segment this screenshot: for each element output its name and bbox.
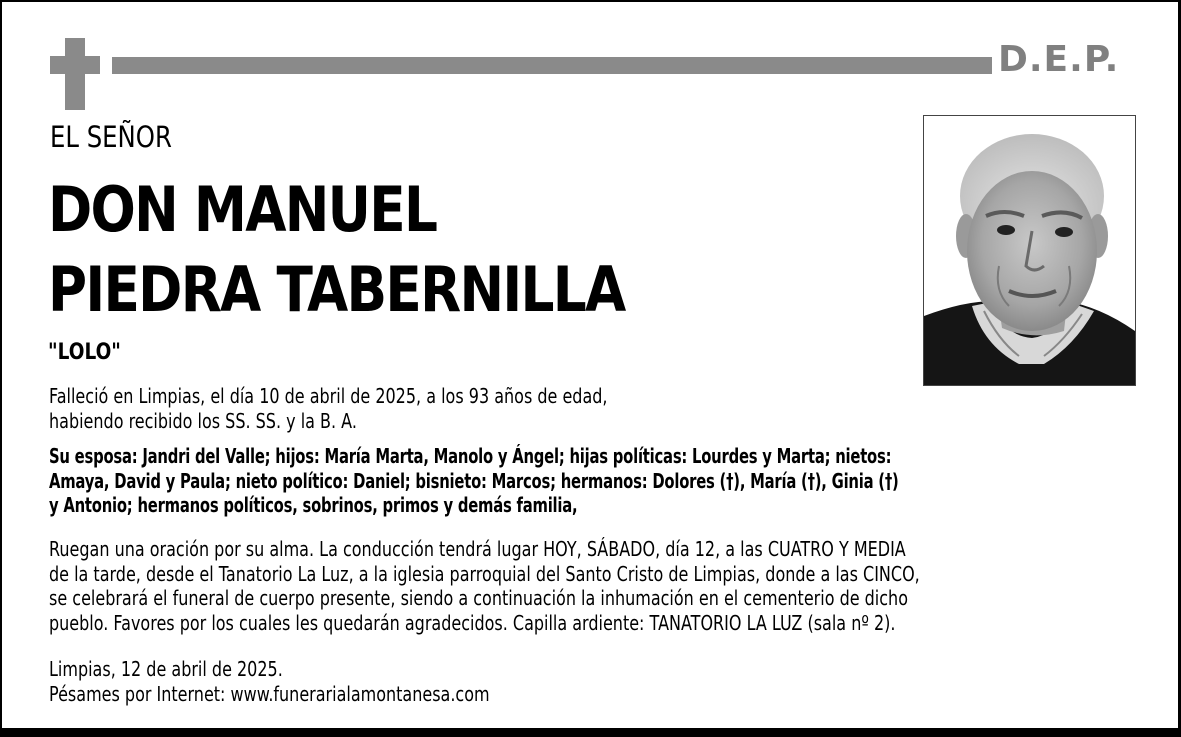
- ceremony-line: pueblo. Favores por los cuales les quedarán agradecidos. Capilla ardiente: TANATORIO LA LUZ (sala nº 2).: [49, 610, 896, 635]
- footer: [49, 657, 490, 706]
- family-line: Amaya, David y Paula; nieto político: Daniel; bisnieto: Marcos; hermanos: Dolores (†), María (†), Ginia (†): [49, 468, 899, 493]
- header-rule: [112, 57, 992, 74]
- name-line-1: DON MANUEL: [48, 173, 437, 246]
- place-date: Limpias, 12 de abril de 2025.: [49, 657, 283, 681]
- ceremony-details: [49, 537, 920, 635]
- condolences-link[interactable]: Pésames por Internet: www.funerarialamontanesa.com: [49, 681, 490, 706]
- death-notice-line: habiendo recibido los SS. SS. y la B. A.: [49, 408, 357, 433]
- cross-icon-bar: [50, 56, 100, 74]
- nickname: "LOLO": [48, 340, 121, 365]
- ceremony-line: se celebrará el funeral de cuerpo presente, siendo a continuación la inhumación en el cementerio de dicho: [49, 586, 908, 610]
- death-notice: [49, 384, 608, 433]
- family-line: Su esposa: Jandri del Valle; hijos: María Marta, Manolo y Ángel; hijas políticas: Lourdes y Marta; nietos:: [49, 444, 892, 468]
- portrait-photo: [923, 115, 1136, 386]
- ceremony-line: Ruegan una oración por su alma. La conducción tendrá lugar HOY, SÁBADO, día 12, a las CUATRO Y MEDIA: [49, 537, 906, 561]
- dep-abbreviation: D.E.P.: [998, 39, 1120, 80]
- family-list: [49, 444, 899, 518]
- ceremony-line: de la tarde, desde el Tanatorio La Luz, a la iglesia parroquial del Santo Cristo de Limpias, donde a las CINCO,: [49, 561, 920, 586]
- title-prefix: EL SEÑOR: [50, 120, 172, 154]
- name-line-2: PIEDRA TABERNILLA: [48, 253, 625, 326]
- portrait-image: [924, 116, 1135, 385]
- death-notice-line: Falleció en Limpias, el día 10 de abril de 2025, a los 93 años de edad,: [49, 384, 608, 408]
- family-line: y Antonio; hermanos políticos, sobrinos, primos y demás familia,: [49, 493, 578, 517]
- deceased-name: [48, 170, 625, 330]
- cross-icon: [65, 38, 85, 110]
